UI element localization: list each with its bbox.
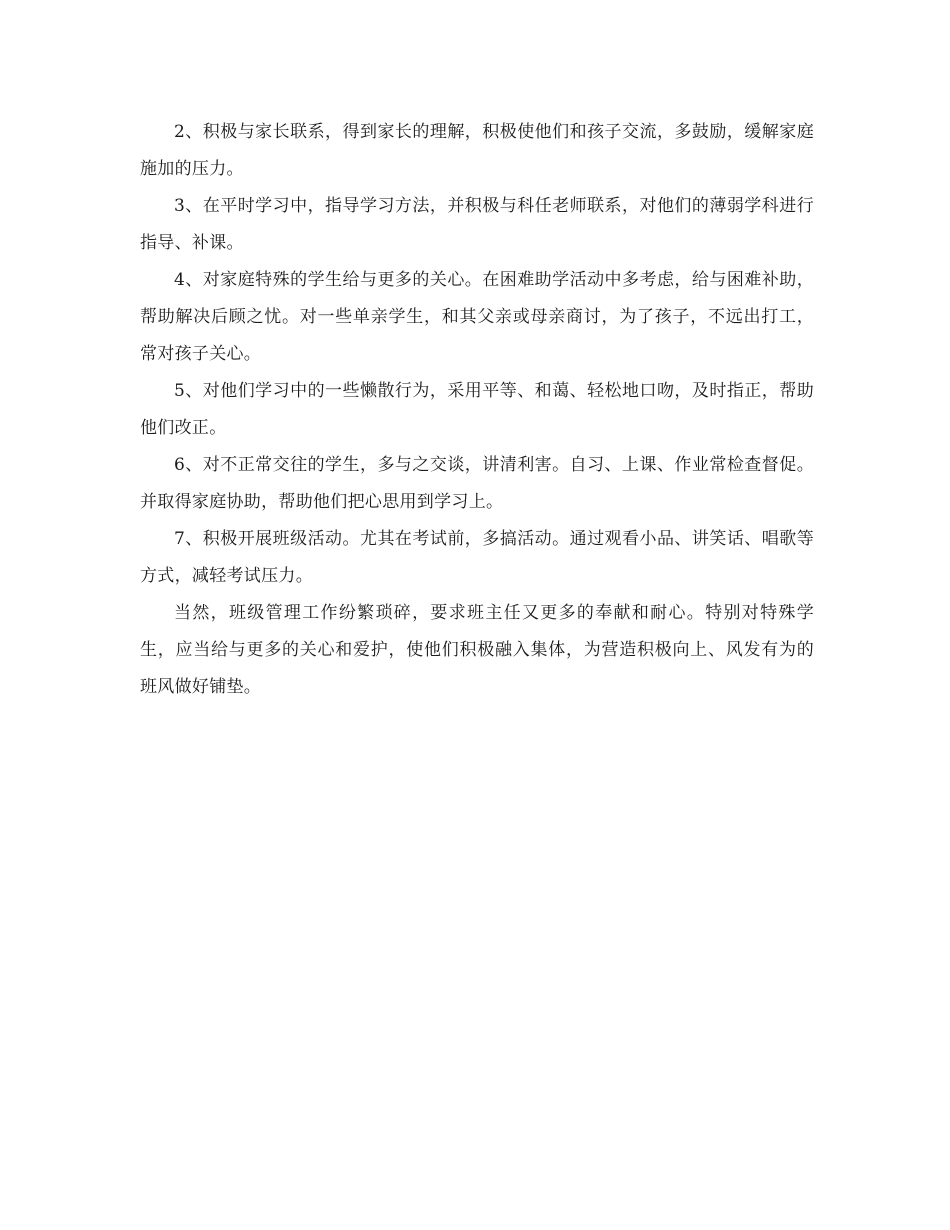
document-body (140, 114, 814, 706)
paragraph-item-5: 5、对他们学习中的一些懒散行为，采用平等、和蔼、轻松地口吻，及时指正，帮助他们改正。 (140, 381, 814, 438)
paragraph-item-7: 7、积极开展班级活动。尤其在考试前，多搞活动。通过观看小品、讲笑话、唱歌等方式，减轻考试压力。 (140, 529, 814, 586)
paragraph-item-3: 3、在平时学习中，指导学习方法，并积极与科任老师联系，对他们的薄弱学科进行指导、补课。 (140, 196, 814, 253)
paragraph-conclusion: 当然，班级管理工作纷繁琐碎，要求班主任又更多的奉献和耐心。特别对特殊学生，应当给与更多的关心和爱护，使他们积极融入集体，为营造积极向上、风发有为的班风做好铺垫。 (140, 603, 814, 697)
paragraph-item-6: 6、对不正常交往的学生，多与之交谈，讲清利害。自习、上课、作业常检查督促。并取得家庭协助，帮助他们把心思用到学习上。 (140, 455, 814, 512)
paragraph-item-4: 4、对家庭特殊的学生给与更多的关心。在困难助学活动中多考虑，给与困难补助，帮助解决后顾之忧。对一些单亲学生，和其父亲或母亲商讨，为了孩子，不远出打工，常对孩子关心。 (140, 270, 814, 364)
paragraph-item-2: 2、积极与家长联系，得到家长的理解，积极使他们和孩子交流，多鼓励，缓解家庭施加的压力。 (140, 122, 814, 179)
